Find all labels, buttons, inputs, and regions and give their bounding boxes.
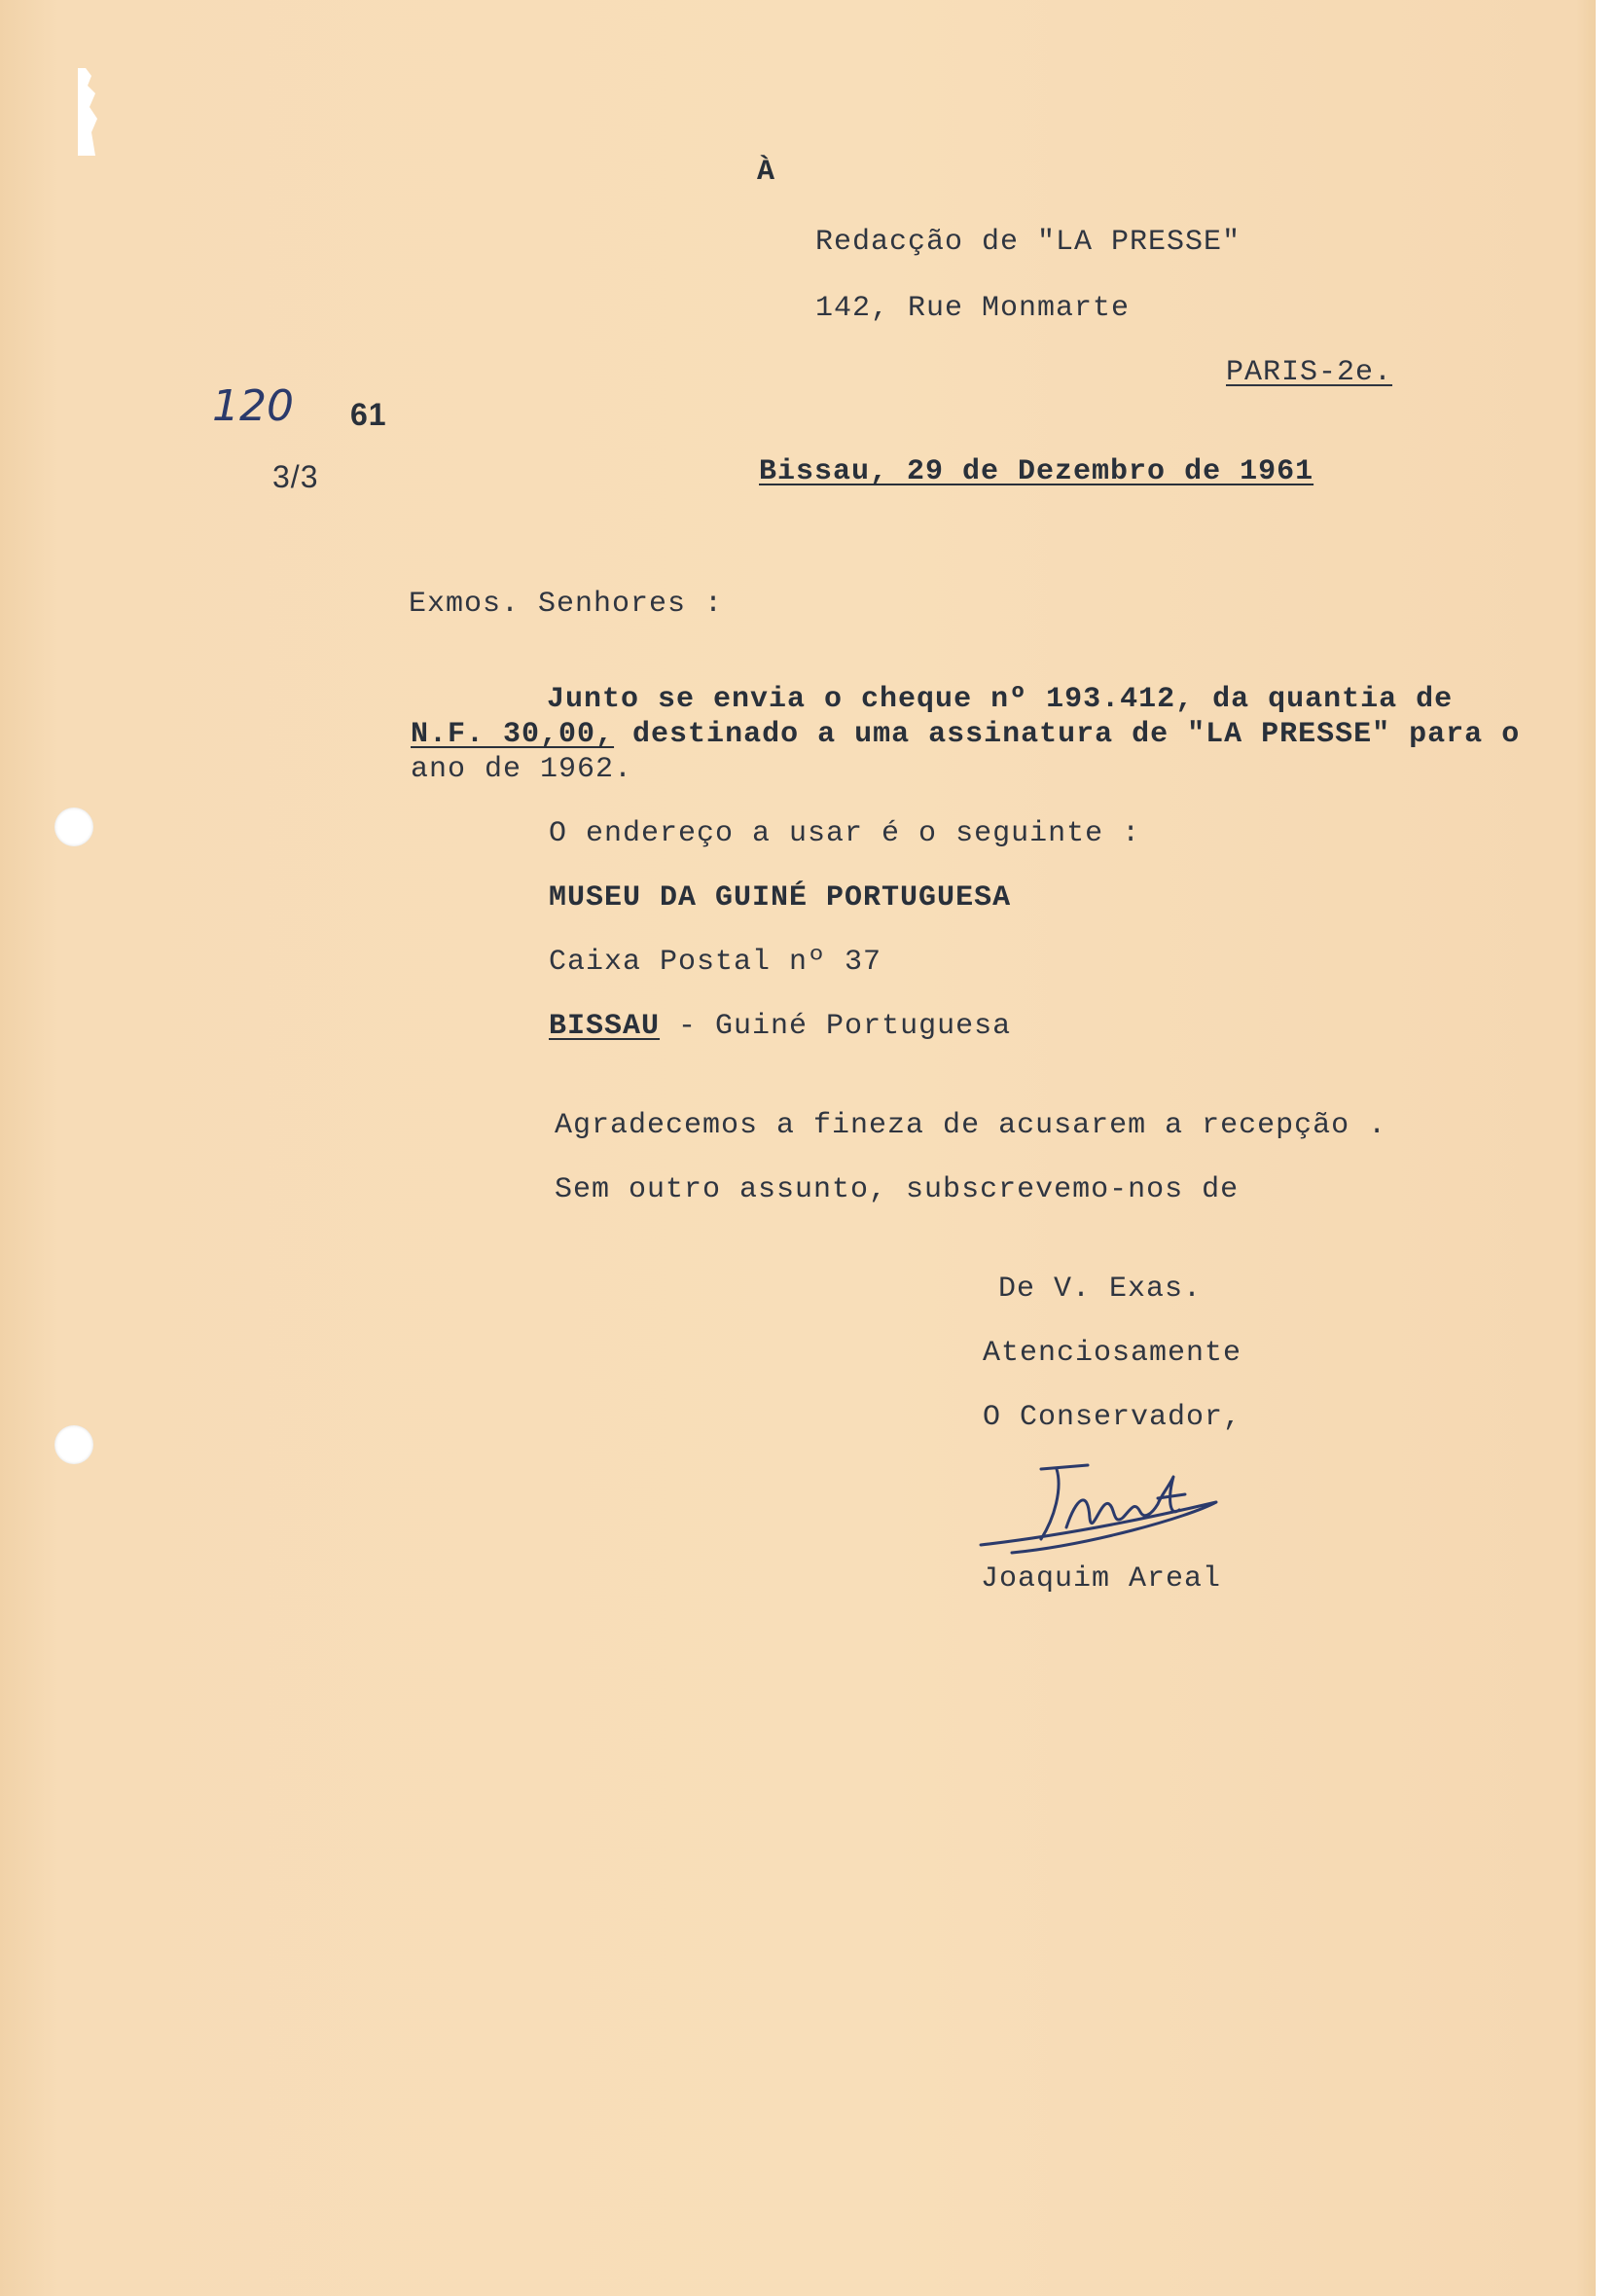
handwritten-signature [973,1430,1245,1566]
recipient-line-2: 142, Rue Monmarte [815,292,1131,325]
punch-hole-top [54,807,93,846]
signatory-name: Joaquim Areal [981,1562,1222,1596]
address-intro: O endereço a usar é o seguinte : [549,817,1141,850]
body-paragraph-line-2-rest: destinado a uma assinatura de "LA PRESSE" para o [614,718,1521,751]
thanks-line: Agradecemos a fineza de acusarem a recepção . [555,1109,1387,1142]
recipient-city: PARIS-2e. [1226,356,1393,389]
body-paragraph-line-2 [411,718,1520,751]
address-city: BISSAU [549,1010,661,1043]
salutation-a: À [757,156,776,189]
address-line-2: Caixa Postal nº 37 [549,946,882,979]
page-reference: 3/3 [272,459,319,494]
scan-edge [1596,0,1619,2296]
address-line-3 [549,1010,1011,1043]
signature-line-1: De V. Exas. [998,1273,1203,1306]
closing-line: Sem outro assunto, subscrevemo-nos de [555,1173,1240,1206]
greeting: Exmos. Senhores : [409,588,724,621]
signature-line-2: Atenciosamente [983,1337,1242,1370]
date-line: Bissau, 29 de Dezembro de 1961 [759,455,1314,488]
body-paragraph-line-3: ano de 1962. [411,753,633,786]
address-line-1: MUSEU DA GUINÉ PORTUGUESA [549,881,1012,915]
paper-tear [78,68,107,156]
body-paragraph-line-1: Junto se envia o cheque nº 193.412, da quantia de [547,683,1454,716]
handwritten-reference: 120 [212,381,294,431]
signature-line-3: O Conservador, [983,1401,1242,1434]
address-line-3-rest: - Guiné Portuguesa [660,1010,1012,1043]
recipient-line-1: Redacção de "LA PRESSE" [815,226,1241,259]
reference-number: 61 [350,397,387,432]
punch-hole-bottom [54,1425,93,1464]
amount: N.F. 30,00, [411,718,615,751]
